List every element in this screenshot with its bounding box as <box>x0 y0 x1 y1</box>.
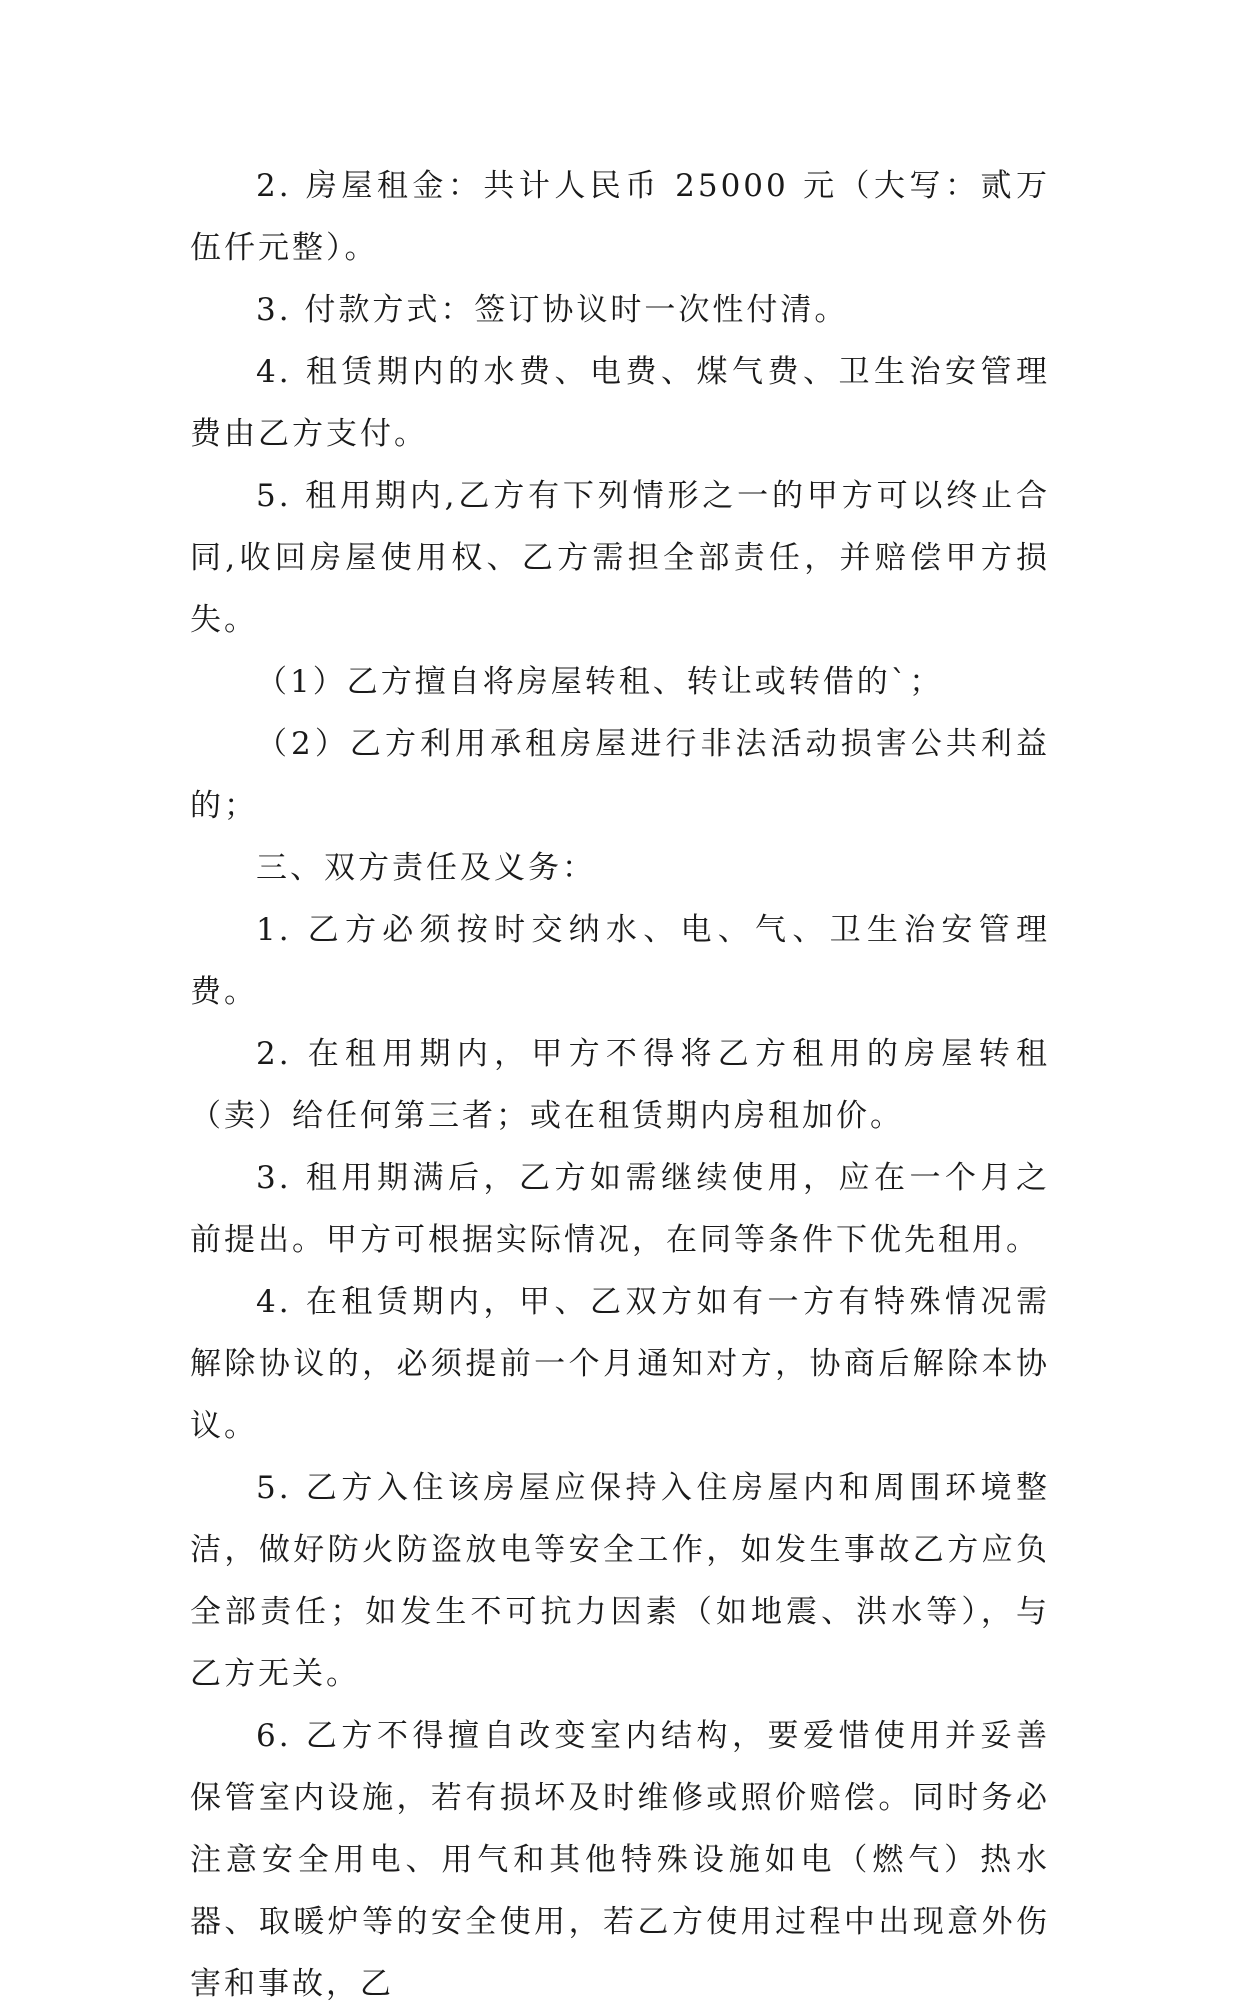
paragraph-duty-5: 5. 乙方入住该房屋应保持入住房屋内和周围环境整洁，做好防火防盗放电等安全工作，如发生事故乙方应负全部责任；如发生不可抗力因素（如地震、洪水等），与乙方无关。 <box>190 1470 1050 1692</box>
paragraph-duty-4: 4. 在租赁期内，甲、乙双方如有一方有特殊情况需解除协议的，必须提前一个月通知对方，协商后解除本协议。 <box>190 1284 1050 1444</box>
paragraph-termination: 5. 租用期内,乙方有下列情形之一的甲方可以终止合同,收回房屋使用权、乙方需担全部责任，并赔偿甲方损失。 <box>190 478 1050 638</box>
paragraph-duty-2: 2. 在租用期内，甲方不得将乙方租用的房屋转租（卖）给任何第三者；或在租赁期内房租加价。 <box>190 1036 1050 1134</box>
paragraph-duty-6: 6. 乙方不得擅自改变室内结构，要爱惜使用并妥善保管室内设施，若有损坏及时维修或照价赔偿。同时务必注意安全用电、用气和其他特殊设施如电（燃气）热水器、取暖炉等的安全使用，若乙方使用过程中出现意外伤害和事故，乙 <box>190 1718 1050 2002</box>
document-body <box>190 155 1050 2015</box>
paragraph-termination-case-2: （2）乙方利用承租房屋进行非法活动损害公共利益的； <box>190 726 1050 824</box>
paragraph-duty-1: 1. 乙方必须按时交纳水、电、气、卫生治安管理费。 <box>190 912 1050 1010</box>
paragraph-payment-method: 3. 付款方式：签订协议时一次性付清。 <box>256 292 849 328</box>
paragraph-termination-case-1: （1）乙方擅自将房屋转租、转让或转借的`； <box>256 664 944 700</box>
section-heading: 三、双方责任及义务： <box>256 850 596 886</box>
paragraph-rent-amount: 2. 房屋租金：共计人民币 25000 元（大写：贰万伍仟元整）。 <box>190 168 1050 266</box>
paragraph-utilities: 4. 租赁期内的水费、电费、煤气费、卫生治安管理费由乙方支付。 <box>190 354 1050 452</box>
paragraph-duty-3: 3. 租用期满后，乙方如需继续使用，应在一个月之前提出。甲方可根据实际情况，在同等条件下优先租用。 <box>190 1160 1050 1258</box>
